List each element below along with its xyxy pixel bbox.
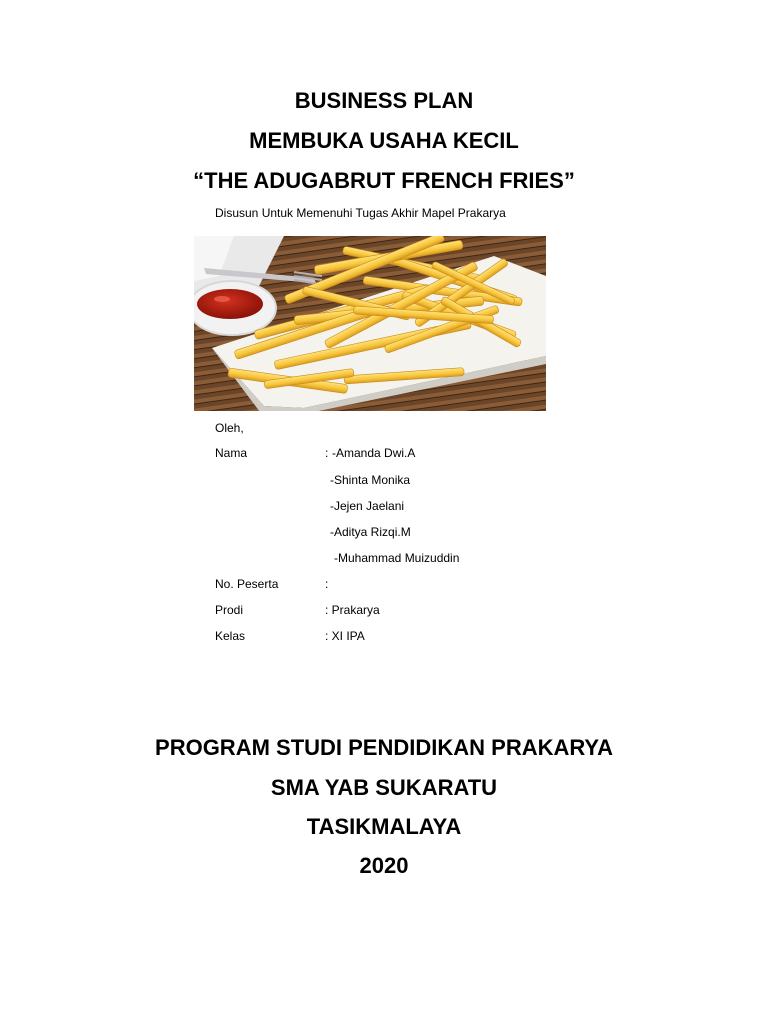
name-item: -Aditya Rizqi.M — [330, 525, 411, 539]
title-business-plan: BUSINESS PLAN — [294, 88, 474, 113]
footer-year: 2020 — [359, 853, 409, 878]
footer-city: TASIKMALAYA — [306, 814, 462, 839]
peserta-label: No. Peserta — [215, 577, 279, 591]
prodi-value: : Prakarya — [325, 603, 380, 617]
name-item: -Amanda Dwi.A — [332, 446, 416, 460]
oleh-label: Oleh, — [215, 421, 244, 435]
name-item: -Muhammad Muizuddin — [334, 551, 460, 565]
kelas-value: : XI IPA — [325, 629, 365, 643]
kelas-label: Kelas — [215, 629, 246, 643]
subtitle: Disusun Untuk Memenuhi Tugas Akhir Mapel Prakarya — [215, 206, 506, 220]
name-item: -Shinta Monika — [330, 473, 411, 487]
prodi-label: Prodi — [215, 603, 244, 617]
peserta-value: : — [325, 577, 329, 591]
footer-school: SMA YAB SUKARATU — [270, 775, 498, 800]
french-fries-photo — [194, 236, 546, 411]
nama-separator: : — [325, 446, 329, 460]
title-membuka-usaha: MEMBUKA USAHA KECIL — [249, 128, 519, 153]
nama-label: Nama — [215, 446, 248, 460]
name-item: -Jejen Jaelani — [330, 499, 405, 513]
footer-program-studi: PROGRAM STUDI PENDIDIKAN PRAKARYA — [155, 735, 613, 760]
title-business-name: “THE ADUGABRUT FRENCH FRIES” — [193, 168, 575, 193]
